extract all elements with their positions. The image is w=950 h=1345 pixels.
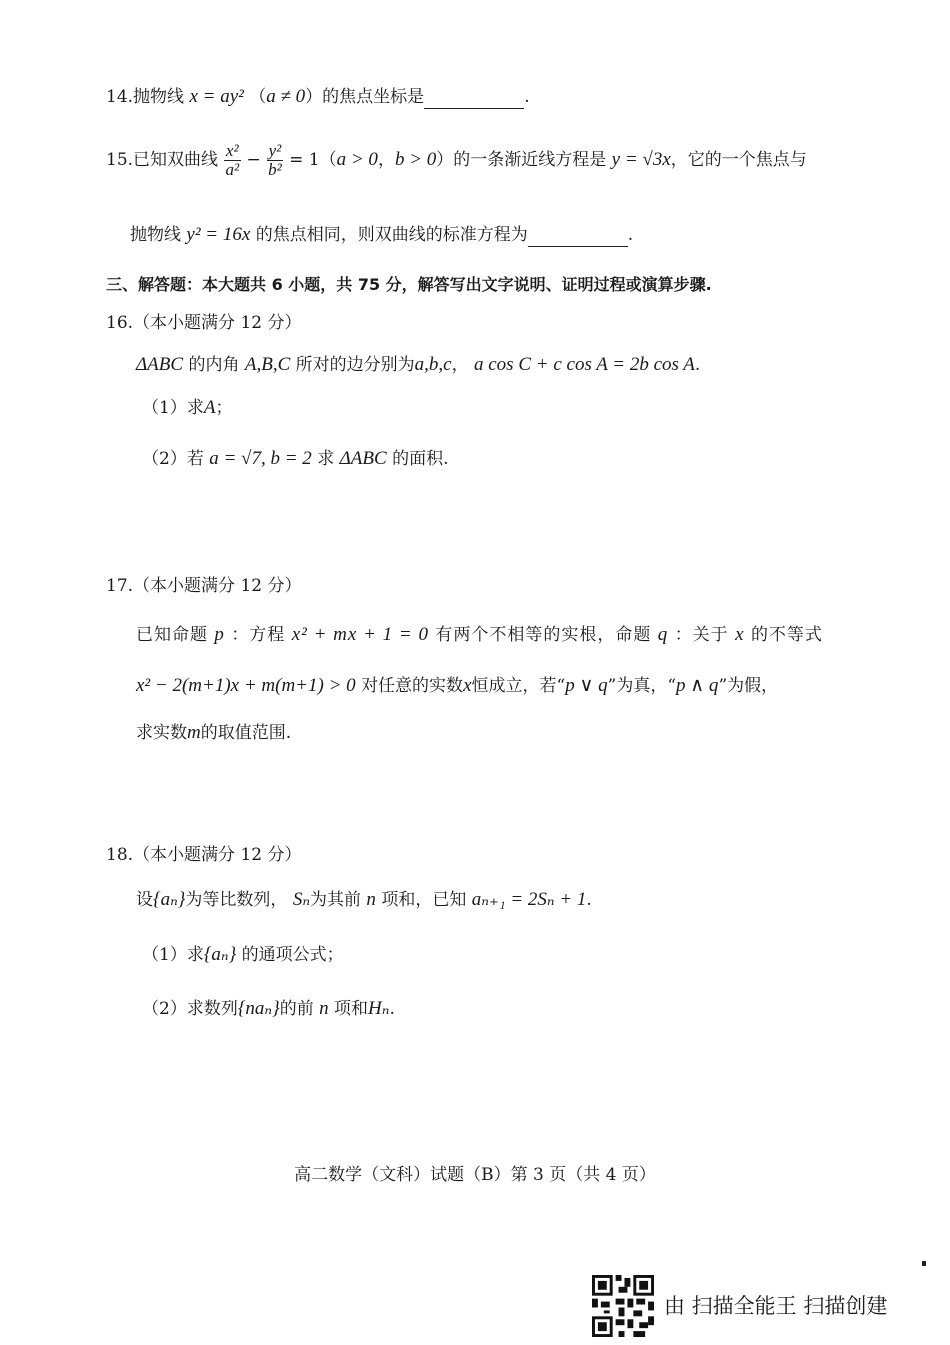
- q18-end: .: [586, 890, 592, 910]
- q18-p2-text-3: 项和: [334, 999, 369, 1019]
- q17-or: p ∨ q: [565, 675, 608, 696]
- q17-l2-text-1: 对任意的实数: [361, 676, 464, 696]
- q15-eq: = 1: [289, 149, 320, 170]
- q16-angles: A,B,C: [244, 354, 291, 375]
- q18-part-1: [142, 944, 344, 967]
- q18-p1-sequence: {aₙ}: [203, 944, 237, 965]
- q17-text-1: 已知命题: [136, 625, 208, 645]
- q18-sequence: {aₙ}: [153, 889, 186, 910]
- q18-p2-text-1: （2）求数列: [142, 999, 238, 1019]
- section-3-heading: 三、解答题：本大题共 6 小题，共 75 分，解答写出文字说明、证明过程或演算步骤.: [106, 275, 712, 294]
- q16-p2-text-2: 求: [317, 449, 335, 469]
- q16-part-1: [142, 397, 232, 420]
- page-footer: 高二数学（文科）试题（B）第 3 页（共 4 页）: [294, 1165, 656, 1185]
- q16-p2-text-3: 的面积.: [392, 449, 449, 469]
- q17-l2-text-2: 恒成立，若“: [471, 676, 566, 696]
- q14-number: 14.: [106, 87, 134, 107]
- q17-l2-text-4: ”为假，: [718, 676, 779, 696]
- q17-inequality: x² − 2(m+1)x + m(m+1) > 0: [136, 675, 356, 696]
- question-14: [106, 86, 530, 109]
- q18-n: n: [366, 889, 376, 910]
- q17-text-4: ：关于: [674, 625, 729, 645]
- q18-text-4: 项和，已知: [381, 890, 467, 910]
- question-15-line-2: [130, 224, 633, 247]
- q17-line-1: [136, 624, 823, 647]
- q15-text-3: ，它的一个焦点与: [670, 149, 807, 170]
- q17-l3-text-1: 求实数: [136, 723, 187, 743]
- q14-end: .: [524, 87, 530, 107]
- q17-line-3: [136, 722, 291, 745]
- q17-text-5: 的不等式: [750, 625, 823, 645]
- q18-p1-text-2: 的通项公式；: [241, 945, 344, 965]
- q18-p2-hn: Hₙ: [368, 998, 390, 1019]
- q18-p1-text-1: （1）求: [142, 945, 204, 965]
- q17-header: 17.（本小题满分 12 分）: [106, 576, 302, 596]
- scan-speck: [922, 1261, 926, 1266]
- q16-end: .: [694, 355, 701, 375]
- q17-l2-text-3: ”为真，“: [607, 676, 677, 696]
- q14-text-2: ）的焦点坐标是: [305, 87, 425, 107]
- q16-triangle: ΔABC: [136, 354, 184, 375]
- q17-x: x: [735, 624, 745, 645]
- question-15: [106, 142, 807, 179]
- q15-minus: −: [246, 149, 261, 170]
- q17-equation: x² + mx + 1 = 0: [291, 624, 429, 645]
- q17-and: p ∧ q: [676, 675, 719, 696]
- q15-frac1-num: x²: [225, 141, 239, 160]
- q18-header: 18.（本小题满分 12 分）: [106, 845, 302, 865]
- q15-parabola: y² = 16x: [186, 224, 251, 245]
- q15-l2-text: 抛物线: [130, 225, 181, 245]
- q16-part-2: [142, 448, 448, 471]
- q17-l2-x: x: [463, 675, 472, 696]
- q16-p1-end: ；: [215, 398, 233, 418]
- q16-statement: [136, 354, 700, 377]
- q15-text-2: ）的一条渐近线方程是: [436, 149, 607, 170]
- q15-comma: ，: [377, 149, 395, 170]
- q16-p2-values: a = √7, b = 2: [209, 448, 312, 469]
- q18-sn: Sₙ: [292, 889, 311, 910]
- q17-line-2: [136, 675, 778, 698]
- q15-l2-text-2: 的焦点相同，则双曲线的标准方程为: [255, 225, 528, 245]
- q17-l3-text-2: 的取值范围.: [200, 723, 292, 743]
- q18-p2-n: n: [319, 998, 329, 1019]
- q16-equation: a cos C + c cos A = 2b cos A: [474, 354, 695, 375]
- q15-fraction-x: [223, 142, 241, 179]
- q16-p2-triangle: ΔABC: [339, 448, 387, 469]
- q18-p2-end: .: [389, 999, 395, 1019]
- q18-text-2: 为等比数列，: [185, 890, 288, 910]
- q17-p: p: [214, 624, 225, 645]
- q15-cond-a: a > 0: [336, 148, 378, 170]
- q14-answer-blank[interactable]: [424, 90, 524, 109]
- scanner-watermark: 由 扫描全能王 扫描创建: [664, 1294, 888, 1318]
- q18-p2-sequence: {naₙ}: [237, 998, 280, 1019]
- q17-text-3: 有两个不相等的实根，命题: [435, 625, 652, 645]
- q15-answer-blank[interactable]: [528, 228, 628, 247]
- q16-comma: ，: [451, 355, 469, 375]
- q15-frac2-num: y²: [268, 141, 282, 160]
- q18-recurrence: aₙ₊₁ = 2Sₙ + 1: [471, 889, 587, 910]
- q14-equation: x = ay²: [189, 86, 244, 107]
- q15-paren-open: （: [319, 149, 337, 170]
- q18-text-3: 为其前: [310, 890, 362, 910]
- q16-sides: a,b,c: [414, 354, 452, 375]
- q15-asymptote: y = √3x: [611, 148, 671, 170]
- q18-statement: [136, 889, 592, 912]
- q16-p1-text: （1）求: [142, 398, 204, 418]
- q14-condition: a ≠ 0: [266, 86, 306, 107]
- q18-part-2: [142, 998, 395, 1021]
- q14-paren-open: （: [249, 87, 267, 107]
- q18-text-1: 设: [136, 890, 153, 910]
- q15-cond-b: b > 0: [394, 148, 437, 170]
- q16-p2-text: （2）若: [142, 449, 204, 469]
- q16-header: 16.（本小题满分 12 分）: [106, 313, 302, 333]
- q15-frac2-den: b²: [268, 159, 282, 179]
- q16-p1-var: A: [203, 397, 216, 418]
- q15-number: 15.: [106, 149, 134, 170]
- q17-m: m: [187, 722, 201, 743]
- q16-text-2: 所对的边分别为: [295, 355, 415, 375]
- qr-code-icon: [592, 1275, 654, 1337]
- q17-text-2: ：方程: [231, 625, 286, 645]
- q14-text: 抛物线: [133, 87, 185, 107]
- q16-text-1: 的内角: [188, 355, 240, 375]
- q17-q: q: [657, 624, 669, 645]
- q15-text: 已知双曲线: [133, 149, 219, 170]
- q15-fraction-y: [266, 142, 284, 179]
- q15-frac1-den: a²: [225, 159, 240, 179]
- q18-p2-text-2: 的前: [279, 999, 314, 1019]
- q15-end: .: [627, 225, 634, 245]
